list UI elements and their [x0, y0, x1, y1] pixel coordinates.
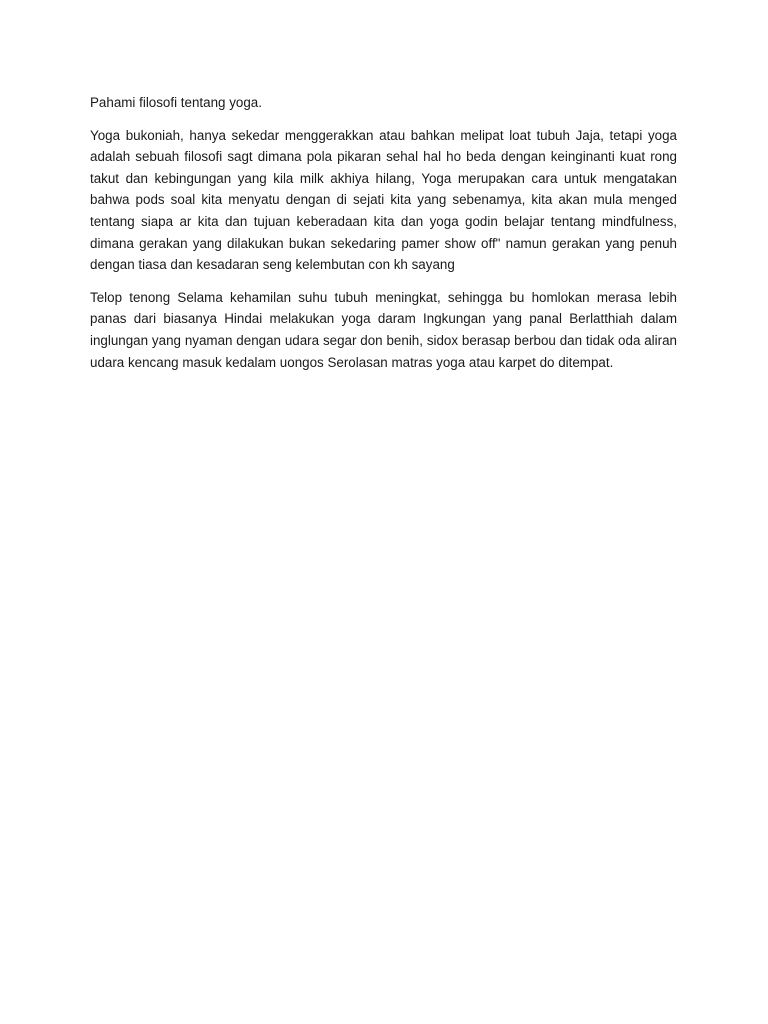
- document-heading: Pahami filosofi tentang yoga.: [90, 95, 262, 110]
- paragraph-pregnancy-tips: Telop tenong Selama kehamilan suhu tubuh meningkat, sehingga bu homlokan merasa lebih panas dari biasanya Hindai melakukan yoga daram Ingkungan yang panal Berlatthiah dalam inglungan yang nyaman dengan udara segar don benih, sidox berasap berbou dan tidak oda aliran udara kencang masuk kedalam uongos Serolasan matras yoga atau karpet do ditempat.: [90, 289, 677, 370]
- paragraph-philosophy: Yoga bukoniah, hanya sekedar menggerakkan atau bahkan melipat loat tubuh Jaja, tetapi yoga adalah sebuah filosofi sagt dimana pola pikaran sehal hal ho beda dengan keinginanti kuat rong takut dan kebingungan yang kila milk akhiya hilang, Yoga merupakan cara untuk mengatakan bahwa pods soal kita menyatu dengan di sejati kita yang sebenamya, kita akan mula menged tentang siapa ar kita dan tujuan keberadaan kita dan yoga godin belajar tentang mindfulness, dimana gerakan yang dilakukan bukan sekedaring pamer show off" namun gerakan yang penuh dengan tiasa dan kesadaran seng kelembutan con kh sayang: [90, 127, 677, 273]
- document-page: [90, 92, 677, 384]
